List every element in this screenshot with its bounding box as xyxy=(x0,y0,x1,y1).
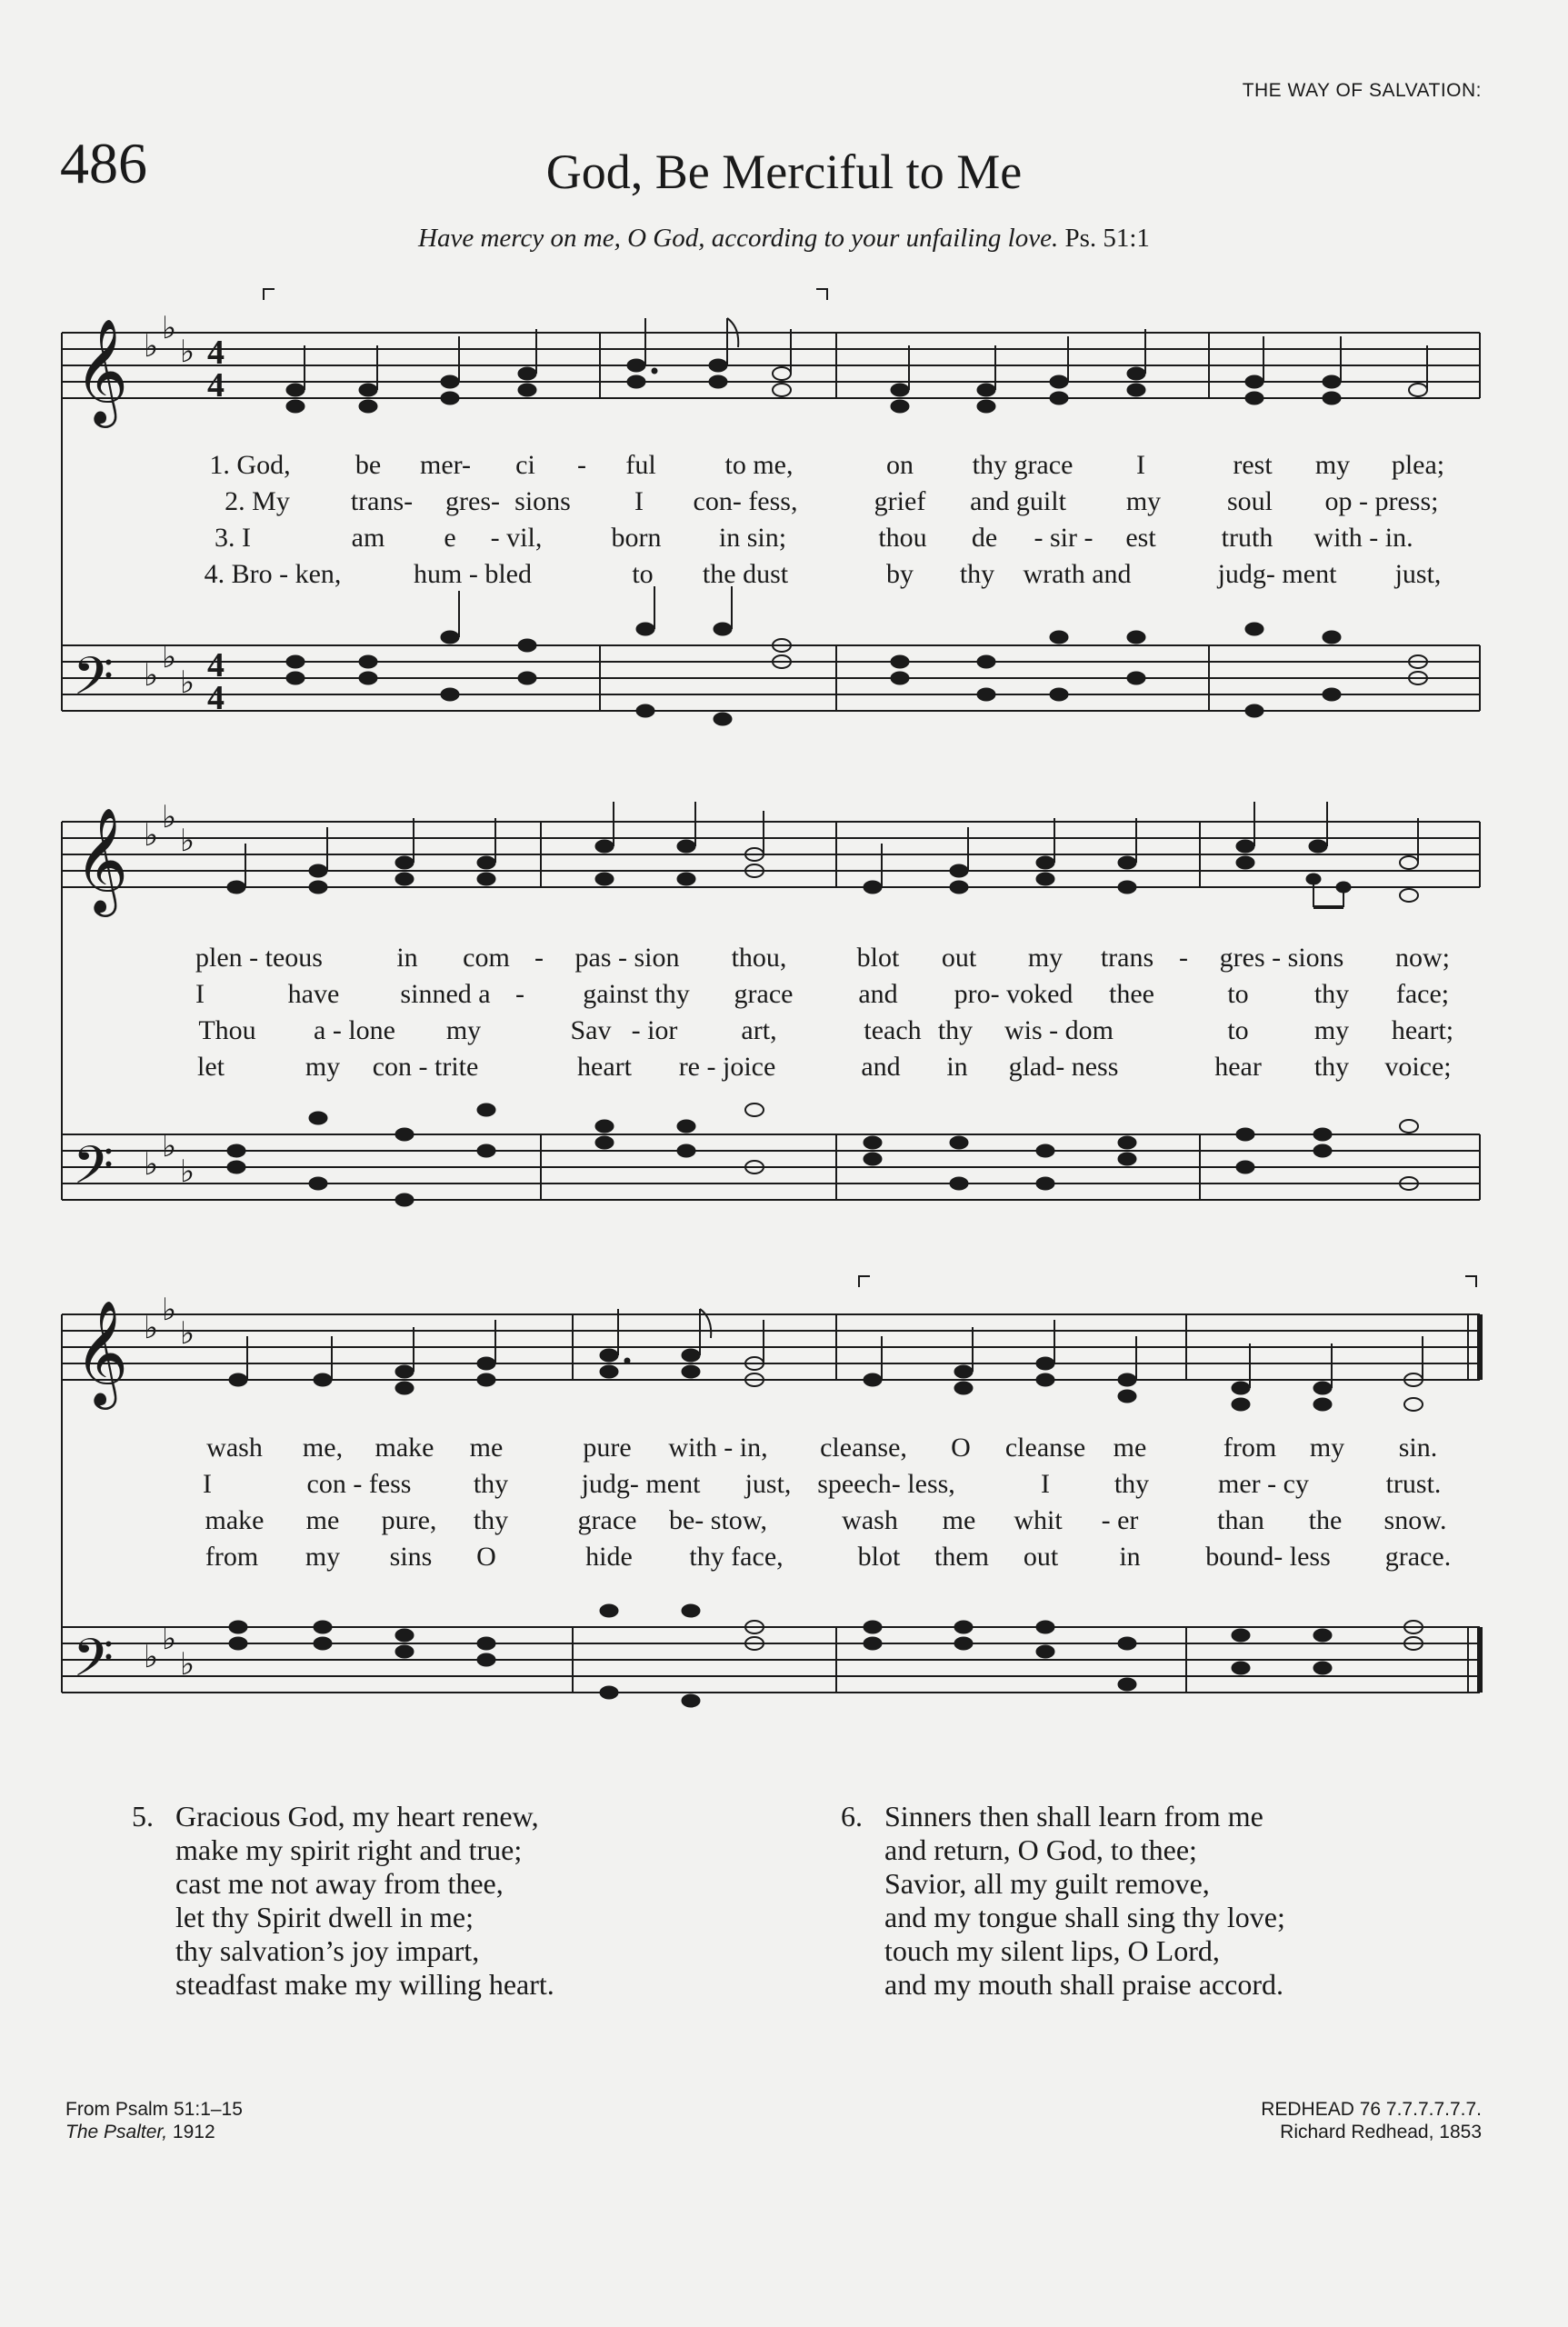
svg-text:♭: ♭ xyxy=(162,639,177,675)
verse-line: steadfast make my willing heart. xyxy=(175,1968,554,2001)
lyric-syllable: truth xyxy=(1221,523,1273,553)
bass-clef-icon xyxy=(73,1134,114,1209)
lyric-syllable: in xyxy=(946,1052,968,1082)
svg-text:♭: ♭ xyxy=(180,1154,195,1190)
lyric-syllable: 3. I xyxy=(215,523,251,553)
lyric-syllable: I xyxy=(1136,450,1145,480)
lyric-syllable: sins xyxy=(389,1542,433,1572)
lyric-syllable: wash xyxy=(842,1505,898,1535)
lyric-syllable: O xyxy=(476,1542,496,1572)
lyric-syllable: blot xyxy=(857,1542,901,1572)
psalter-title: The Psalter, xyxy=(65,2122,168,2142)
text-source-2 xyxy=(65,2121,243,2143)
lyric-syllable: ci xyxy=(515,450,535,480)
lyric-syllable: to xyxy=(632,559,654,589)
svg-text:♭: ♭ xyxy=(162,1621,177,1657)
lyric-syllable: than xyxy=(1217,1505,1264,1535)
lyric-syllable: and guilt xyxy=(970,486,1066,516)
lyric-syllable: let xyxy=(197,1052,225,1082)
svg-text:♭: ♭ xyxy=(144,1310,159,1346)
lyric-syllable: Sav xyxy=(570,1015,612,1045)
svg-text:♭: ♭ xyxy=(162,1128,177,1164)
verse-line: cast me not away from thee, xyxy=(175,1867,504,1900)
svg-text:4: 4 xyxy=(207,334,225,372)
lyric-syllable: with - in. xyxy=(1313,523,1413,553)
lyric-syllable: pure, xyxy=(381,1505,437,1535)
lyric-syllable: con - fess xyxy=(306,1469,412,1499)
lyric-syllable: the xyxy=(1308,1505,1343,1535)
lyric-syllable: make xyxy=(375,1433,434,1463)
verse-5 xyxy=(132,1800,554,2002)
lyric-syllable: mer - cy xyxy=(1218,1469,1309,1499)
lyric-syllable: speech- less, xyxy=(817,1469,955,1499)
lyric-syllable: me xyxy=(942,1505,976,1535)
lyric-syllable: pro- voked xyxy=(954,979,1074,1009)
lyric-syllable: wash xyxy=(206,1433,263,1463)
lyric-syllable: - ior xyxy=(631,1015,678,1045)
svg-text:♭: ♭ xyxy=(180,1646,195,1683)
svg-text:♭: ♭ xyxy=(180,823,195,859)
lyric-syllable: be- stow, xyxy=(668,1505,768,1535)
verse-line: and my mouth shall praise accord. xyxy=(884,1968,1283,2001)
lyric-syllable: re - joice xyxy=(678,1052,776,1082)
hymn-number: 486 xyxy=(60,131,147,195)
lyric-syllable: from xyxy=(1223,1433,1277,1463)
lyric-line xyxy=(0,943,1568,979)
verse-number: 6. xyxy=(841,1800,863,1833)
svg-text:𝄞: 𝄞 xyxy=(75,317,129,424)
lyric-syllable: bound- less xyxy=(1205,1542,1331,1572)
lyric-syllable: mer- xyxy=(419,450,472,480)
lyric-syllable: and xyxy=(861,1052,901,1082)
lyric-syllable: I xyxy=(1041,1469,1050,1499)
verse-line: and return, O God, to thee; xyxy=(884,1833,1197,1866)
verse-line: Gracious God, my heart renew, xyxy=(175,1800,539,1833)
lyric-syllable: I xyxy=(203,1469,212,1499)
lyric-syllable: wrath and xyxy=(1023,559,1132,589)
lyric-syllable: thou xyxy=(878,523,927,553)
lyric-syllable: heart; xyxy=(1391,1015,1454,1045)
epigraph-reference: Ps. 51:1 xyxy=(1064,224,1150,253)
lyric-syllable: thou, xyxy=(731,943,787,973)
svg-text:♭: ♭ xyxy=(162,799,177,835)
svg-text:♭: ♭ xyxy=(180,334,195,370)
lyric-syllable: hum - bled xyxy=(414,559,532,589)
lyric-line xyxy=(0,559,1568,595)
svg-text:♭: ♭ xyxy=(144,1639,159,1675)
svg-text:𝄢: 𝄢 xyxy=(73,645,115,720)
lyric-syllable: wis - dom xyxy=(1004,1015,1114,1045)
lyric-syllable: now; xyxy=(1395,943,1450,973)
lyric-line xyxy=(0,486,1568,523)
treble-clef-icon xyxy=(75,317,128,428)
lyric-syllable: e xyxy=(444,523,456,553)
lyric-syllable: glad- ness xyxy=(1008,1052,1119,1082)
svg-text:𝄞: 𝄞 xyxy=(75,806,129,913)
lyric-syllable: grief xyxy=(874,486,926,516)
lyric-syllable: voice; xyxy=(1384,1052,1452,1082)
lyric-syllable: grace. xyxy=(1384,1542,1452,1572)
svg-text:4: 4 xyxy=(207,366,225,404)
lyric-syllable: my xyxy=(1125,486,1162,516)
lyric-syllable: born xyxy=(611,523,662,553)
lyric-syllable: Thou xyxy=(198,1015,256,1045)
lyric-line xyxy=(0,1052,1568,1088)
svg-text:4: 4 xyxy=(207,646,225,684)
lyric-syllable: con- fess, xyxy=(693,486,798,516)
epigraph-text: Have mercy on me, O God, according to your unfailing love. xyxy=(418,224,1059,253)
lyric-syllable: heart xyxy=(577,1052,632,1082)
lyric-syllable: op - press; xyxy=(1324,486,1439,516)
bass-clef-icon xyxy=(73,1627,114,1702)
lyric-syllable: to me, xyxy=(724,450,794,480)
lyric-syllable: - xyxy=(534,943,544,973)
svg-text:♭: ♭ xyxy=(144,1146,159,1183)
lyric-syllable: out xyxy=(1023,1542,1059,1572)
svg-text:♭: ♭ xyxy=(162,310,177,346)
lyric-syllable: snow. xyxy=(1383,1505,1447,1535)
lyric-syllable: me xyxy=(1113,1433,1147,1463)
svg-text:4: 4 xyxy=(207,679,225,717)
text-credit xyxy=(65,2098,243,2143)
lyric-syllable: trans xyxy=(1100,943,1154,973)
lyric-syllable: and xyxy=(858,979,898,1009)
lyric-syllable: de xyxy=(971,523,998,553)
svg-text:♭: ♭ xyxy=(180,664,195,701)
lyric-syllable: 1. God, xyxy=(209,450,291,480)
lyric-syllable: pas - sion xyxy=(574,943,680,973)
lyric-syllable: - xyxy=(1179,943,1188,973)
lyric-syllable: just, xyxy=(1394,559,1442,589)
bass-clef-icon xyxy=(73,645,114,720)
lyric-syllable: pure xyxy=(583,1433,632,1463)
lyric-syllable: 2. My xyxy=(225,486,290,516)
lyric-syllable: O xyxy=(951,1433,971,1463)
psalter-year: 1912 xyxy=(172,2122,215,2142)
lyric-syllable: cleanse, xyxy=(820,1433,907,1463)
lyric-syllable: me xyxy=(305,1505,340,1535)
lyric-syllable: my xyxy=(1309,1433,1345,1463)
verse-line: Sinners then shall learn from me xyxy=(884,1800,1263,1833)
lyric-syllable: me, xyxy=(302,1433,344,1463)
verse-line: touch my silent lips, O Lord, xyxy=(884,1934,1220,1967)
hymn-title: God, Be Merciful to Me xyxy=(545,145,1023,199)
lyric-syllable: in xyxy=(396,943,418,973)
lyric-syllable: gres- xyxy=(445,486,500,516)
lyric-syllable: thy xyxy=(959,559,995,589)
lyric-syllable: from xyxy=(205,1542,259,1572)
svg-text:♭: ♭ xyxy=(144,328,159,365)
lyric-syllable: thy xyxy=(473,1469,509,1499)
svg-text:𝄞: 𝄞 xyxy=(75,1299,129,1405)
lyric-syllable: thy xyxy=(473,1505,509,1535)
lyric-syllable: be xyxy=(355,450,382,480)
lyric-syllable: have xyxy=(287,979,340,1009)
svg-text:♭: ♭ xyxy=(144,817,159,854)
lyric-syllable: them xyxy=(934,1542,989,1572)
lyric-syllable: thy face, xyxy=(689,1542,784,1572)
lyric-line xyxy=(0,1542,1568,1578)
lyric-syllable: soul xyxy=(1226,486,1273,516)
lyric-syllable: whit xyxy=(1014,1505,1063,1535)
verse-6 xyxy=(841,1800,1285,2002)
lyric-syllable: me xyxy=(469,1433,504,1463)
lyric-syllable: plen - teous xyxy=(195,943,323,973)
svg-text:𝄢: 𝄢 xyxy=(73,1134,115,1209)
treble-clef-icon xyxy=(75,806,128,917)
svg-text:♭: ♭ xyxy=(144,657,159,694)
lyric-syllable: sin. xyxy=(1398,1433,1438,1463)
lyric-syllable: trans- xyxy=(350,486,414,516)
lyric-syllable: thy xyxy=(1313,979,1350,1009)
lyric-syllable: judg- ment xyxy=(581,1469,701,1499)
lyric-syllable: my xyxy=(1313,1015,1350,1045)
lyric-syllable: thy xyxy=(937,1015,974,1045)
verse-line: let thy Spirit dwell in me; xyxy=(175,1901,474,1933)
lyric-syllable: in xyxy=(1119,1542,1141,1572)
lyric-line xyxy=(0,1505,1568,1542)
lyric-syllable: my xyxy=(305,1542,341,1572)
lyric-line xyxy=(0,979,1568,1015)
lyric-syllable: face; xyxy=(1395,979,1450,1009)
treble-clef-icon xyxy=(75,1299,128,1410)
lyric-syllable: sions xyxy=(514,486,571,516)
lyric-syllable: hear xyxy=(1214,1052,1262,1082)
lyric-syllable: gres - sions xyxy=(1219,943,1344,973)
lyric-syllable: plea; xyxy=(1391,450,1445,480)
lyric-syllable: com xyxy=(463,943,510,973)
lyric-syllable: grace xyxy=(734,979,794,1009)
lyric-syllable: on xyxy=(886,450,914,480)
lyric-syllable: 4. Bro - ken, xyxy=(204,559,342,589)
lyric-syllable: my xyxy=(445,1015,482,1045)
lyric-syllable: judg- ment xyxy=(1217,559,1337,589)
lyric-line xyxy=(0,450,1568,486)
lyric-syllable: - xyxy=(577,450,586,480)
svg-text:♭: ♭ xyxy=(180,1315,195,1352)
verse-line: and my tongue shall sing thy love; xyxy=(884,1901,1285,1933)
svg-text:𝄢: 𝄢 xyxy=(73,1627,115,1702)
lyric-syllable: - sir - xyxy=(1034,523,1094,553)
lyric-syllable: rest xyxy=(1233,450,1273,480)
lyric-syllable: blot xyxy=(856,943,900,973)
lyric-syllable: to xyxy=(1227,1015,1249,1045)
lyric-syllable: thee xyxy=(1109,979,1154,1009)
tune-name: REDHEAD 76 7.7.7.7.7.7. xyxy=(1261,2099,1482,2120)
lyric-line xyxy=(0,1469,1568,1505)
lyric-syllable: the dust xyxy=(702,559,789,589)
lyric-syllable: teach xyxy=(864,1015,922,1045)
lyric-syllable: cleanse xyxy=(1004,1433,1086,1463)
lyric-line xyxy=(0,1433,1568,1469)
text-source: From Psalm 51:1–15 xyxy=(65,2099,243,2120)
lyric-syllable: I xyxy=(634,486,644,516)
lyric-syllable: my xyxy=(305,1052,341,1082)
verse-line: thy salvation’s joy impart, xyxy=(175,1934,480,1967)
lyric-syllable: con - trite xyxy=(372,1052,479,1082)
lyric-syllable: by xyxy=(886,559,914,589)
lyric-syllable: - er xyxy=(1101,1505,1139,1535)
lyric-syllable: my xyxy=(1027,943,1064,973)
lyric-syllable: just, xyxy=(744,1469,792,1499)
lyric-syllable: thy xyxy=(1114,1469,1150,1499)
lyric-syllable: my xyxy=(1314,450,1351,480)
lyric-syllable: art, xyxy=(741,1015,777,1045)
lyric-syllable: to xyxy=(1227,979,1249,1009)
composer: Richard Redhead, 1853 xyxy=(1280,2122,1482,2142)
lyric-syllable: thy grace xyxy=(972,450,1074,480)
lyric-line xyxy=(0,523,1568,559)
lyric-syllable: est xyxy=(1125,523,1156,553)
lyric-syllable: thy xyxy=(1313,1052,1350,1082)
verse-line: make my spirit right and true; xyxy=(175,1833,523,1866)
lyric-syllable: sinned a xyxy=(400,979,491,1009)
music-credit xyxy=(1261,2098,1482,2143)
lyric-syllable: a - lone xyxy=(314,1015,395,1045)
section-heading: THE WAY OF SALVATION: xyxy=(1242,80,1482,101)
epigraph xyxy=(0,224,1568,254)
lyric-syllable: with - in, xyxy=(668,1433,768,1463)
lyric-syllable: - xyxy=(515,979,524,1009)
svg-text:♭: ♭ xyxy=(162,1292,177,1328)
verse-number: 5. xyxy=(132,1800,154,1833)
lyric-syllable: am xyxy=(351,523,385,553)
lyric-syllable: ful xyxy=(625,450,656,480)
lyric-syllable: gainst thy xyxy=(583,979,690,1009)
verse-line: Savior, all my guilt remove, xyxy=(884,1867,1210,1900)
lyric-syllable: trust. xyxy=(1385,1469,1442,1499)
lyric-syllable: in sin; xyxy=(718,523,787,553)
lyric-syllable: grace xyxy=(577,1505,637,1535)
lyric-syllable: out xyxy=(941,943,977,973)
lyric-syllable: make xyxy=(205,1505,265,1535)
lyric-syllable: - vil, xyxy=(490,523,543,553)
lyric-line xyxy=(0,1015,1568,1052)
lyric-syllable: hide xyxy=(585,1542,633,1572)
lyric-syllable: I xyxy=(195,979,205,1009)
